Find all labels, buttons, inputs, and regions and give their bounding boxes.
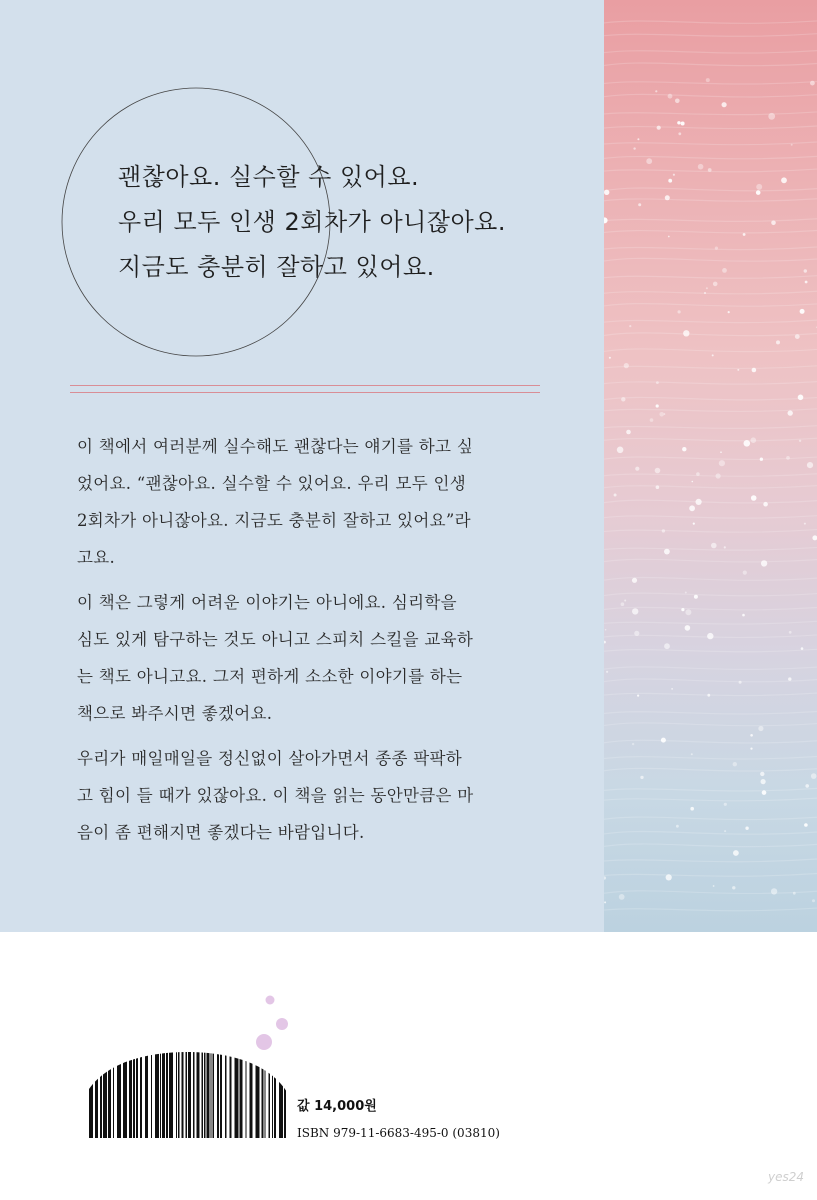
blurb-line: 고 힘이 들 때가 있잖아요. 이 책을 읽는 동안만큼은 마 (77, 786, 474, 805)
barcode-bar (123, 1052, 127, 1138)
blurb-line: 2회차가 아니잖아요. 지금도 충분히 잘하고 있어요”라 (77, 511, 471, 530)
barcode-bar (108, 1052, 111, 1138)
barcode-bar (262, 1052, 264, 1138)
barcode-bar (89, 1052, 93, 1138)
barcode-bar (217, 1052, 219, 1138)
barcode-bar (95, 1052, 98, 1138)
blurb-line: 었어요. “괜찮아요. 실수할 수 있어요. 우리 모두 인생 (77, 474, 466, 493)
barcode-bar (204, 1052, 206, 1138)
barcode-bar (202, 1052, 204, 1138)
bubble-dot (266, 996, 275, 1005)
barcode-bar (178, 1052, 180, 1138)
barcode-bar (129, 1052, 132, 1138)
barcode-bar (193, 1052, 195, 1138)
price-block (297, 1098, 500, 1142)
barcode-bar (207, 1052, 210, 1138)
barcode-bar (213, 1052, 215, 1138)
barcode-bar (211, 1052, 212, 1138)
barcode-bar (133, 1052, 135, 1138)
blurb-line: 고요. (77, 548, 116, 567)
barcode-bar (103, 1052, 107, 1138)
barcode-bar (197, 1052, 200, 1138)
quote-line: 괜찮아요. 실수할 수 있어요. (118, 163, 420, 191)
barcode-bar (250, 1052, 253, 1138)
barcode-bar (186, 1052, 188, 1138)
barcode-bar (182, 1052, 184, 1138)
quote-line: 우리 모두 인생 2회차가 아니잖아요. (118, 208, 506, 236)
price-label: 값 14,000원 (297, 1099, 377, 1114)
barcode-bar (284, 1052, 286, 1138)
blurb-line: 심도 있게 탐구하는 것도 아니고 스피치 스킬을 교육하 (77, 630, 474, 649)
bubble-dot (276, 1018, 288, 1030)
barcode-bar (117, 1052, 121, 1138)
watermark: yes24 (768, 1170, 805, 1184)
barcode-bar (220, 1052, 222, 1138)
barcode-bar (246, 1052, 247, 1138)
barcode-bar (136, 1052, 138, 1138)
barcode-bar (279, 1052, 283, 1138)
barcode-bar (256, 1052, 260, 1138)
barcode-bar (140, 1052, 142, 1138)
barcode-bar (160, 1052, 161, 1138)
blurb-line: 우리가 매일매일을 정신없이 살아가면서 종종 팍팍하 (77, 749, 462, 768)
barcode-bar (240, 1052, 243, 1138)
blurb-line: 책으로 봐주시면 좋겠어요. (77, 704, 273, 723)
barcode-bar (265, 1052, 266, 1138)
blurb-line: 는 책도 아니고요. 그저 편하게 소소한 이야기를 하는 (77, 667, 463, 686)
barcode-bar (166, 1052, 168, 1138)
barcode-bar (155, 1052, 159, 1138)
quote-line: 지금도 충분히 잘하고 있어요. (118, 253, 435, 281)
blurb-line: 음이 좀 편해지면 좋겠다는 바람입니다. (77, 823, 365, 842)
blurb-line: 이 책에서 여러분께 실수해도 괜찮다는 얘기를 하고 싶 (77, 437, 474, 456)
barcode-bar (274, 1052, 276, 1138)
barcode-bar (272, 1052, 273, 1138)
barcode-bar (162, 1052, 165, 1138)
barcode-bar (151, 1052, 152, 1138)
barcode-bar (145, 1052, 148, 1138)
barcode-bar (230, 1052, 232, 1138)
bubble-dot (256, 1034, 272, 1050)
barcode-bar (188, 1052, 191, 1138)
barcode-bar (113, 1052, 114, 1138)
blurb-line: 이 책은 그렇게 어려운 이야기는 아니에요. 심리학을 (77, 593, 457, 612)
barcode-bar (225, 1052, 227, 1138)
barcode-bar (235, 1052, 239, 1138)
barcode-bar (269, 1052, 271, 1138)
barcode-bar (100, 1052, 102, 1138)
isbn-label: ISBN 979-11-6683-495-0 (03810) (297, 1126, 500, 1140)
barcode (87, 1052, 287, 1138)
barcode-bar (176, 1052, 177, 1138)
barcode-bar (169, 1052, 173, 1138)
